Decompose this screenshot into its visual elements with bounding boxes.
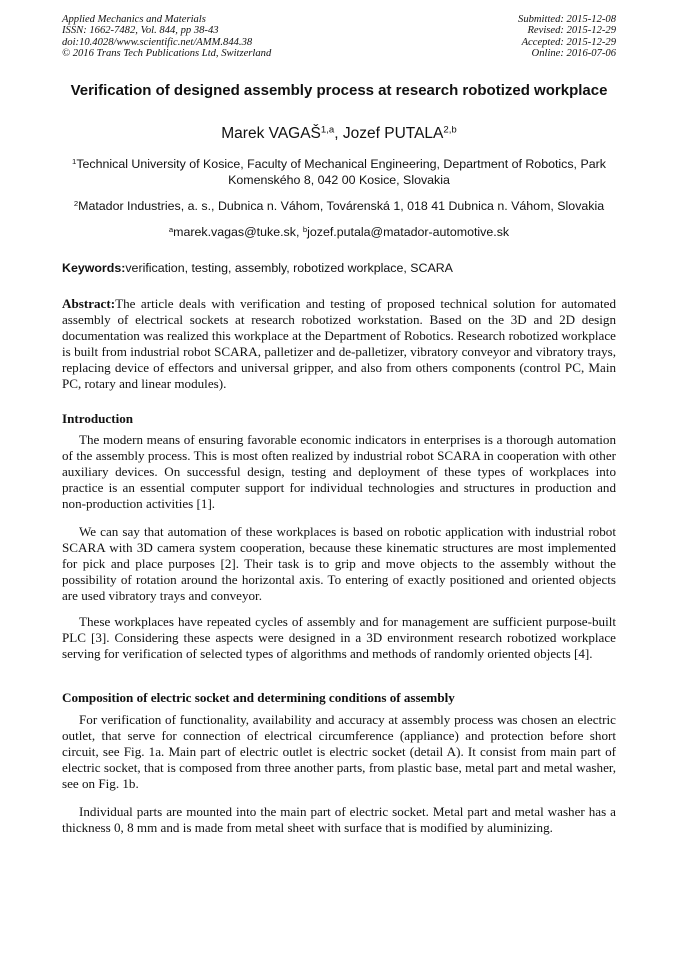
abstract-text: The article deals with verification and testing of proposed technical solution for automated assembly of electrical sockets at research robotized workstation. Based on the 3D and 2D design documentation was realized this workplace at the Department of Robotics. Research robotized workplace is built from industrial robot SCARA, palletizer and de-palletizer, vibratory conveyor and vibratory trays, replacing device of effectors and universal gripper, and also from others components (control PC, Main PC, rotary and linear modules). [62,296,616,391]
journal-issn: ISSN: 1662-7482, Vol. 844, pp 38-43 [62,25,219,37]
date-online: Online: 2016-07-06 [531,48,616,60]
keywords-label: Keywords: [62,261,126,275]
email-address: marek.vagas@tuke.sk [173,225,296,239]
abstract-label: Abstract: [62,296,116,311]
author-name: Jozef PUTALA [342,125,444,142]
paragraph: For verification of functionality, availability and accuracy at assembly process was chosen an electric outlet, that serve for connection of electrical circumference (appliance) and protection before short circuit, see Fig. 1a. Main part of electric outlet is electric socket (detail A). It consist from main part of electric socket, that is composed from three another parts, from plastic base, metal part and metal washer, see on Fig. 1b. [62,712,616,791]
author-emails [62,224,616,240]
affiliation-text: Matador Industries, a. s., Dubnica n. Váhom, Továrenská 1, 018 41 Dubnica n. Váhom, Slovakia [78,199,605,213]
journal-info [62,14,271,60]
affiliation-marker: 1 [72,156,77,166]
abstract [62,296,616,392]
journal-doi: doi:10.4028/www.scientific.net/AMM.844.38 [62,36,253,48]
paper-title: Verification of designed assembly process at research robotized workplace [70,82,608,99]
journal-copyright: © 2016 Trans Tech Publications Ltd, Switzerland [62,48,272,60]
email-marker: b [302,224,308,234]
affiliation-2 [62,198,616,214]
date-revised: Revised: 2015-12-29 [527,25,616,37]
date-accepted: Accepted: 2015-12-29 [521,36,616,48]
email-separator: , [295,225,303,239]
section-heading: Composition of electric socket and determining conditions of assembly [62,690,455,705]
affiliation-1 [62,156,616,188]
paragraph: The modern means of ensuring favorable economic indicators in enterprises is a thorough automation of the assembly process. This is most often realized by industrial robot SCARA in cooperation with other auxiliary devices. On successful design, testing and deployment of these types of workplaces into practice is an essential computer support for individual technologies and structures in production and non-production activities [1]. [62,432,616,511]
section-heading: Introduction [62,411,134,426]
author-superscript: 1,a [320,124,335,136]
email-address: jozef.putala@matador-automotive.sk [307,225,510,239]
affiliation-text: Technical University of Kosice, Faculty of Mechanical Engineering, Department of Robotics, Park Komenského 8, 042 00 Kosice, Slovakia [76,157,606,187]
author-list [62,124,616,144]
author-name: Marek VAGAŠ [221,125,321,142]
email-marker: a [168,224,174,234]
affiliation-marker: 2 [73,198,79,208]
paragraph: We can say that automation of these workplaces is based on robotic application with industrial robot SCARA with 3D camera system cooperation, because these kinematic structures are most implemented for pick and place purposes [2]. Their task is to grip and move objects to the assembly without the possibility of rotation around the horizontal axis. To entering of exactly positioned and oriented objects are used vibratory trays and conveyor. [62,524,616,603]
journal-name: Applied Mechanics and Materials [62,14,206,25]
keywords-line [62,260,616,276]
date-submitted: Submitted: 2015-12-08 [518,14,616,25]
keywords-text: verification, testing, assembly, robotized workplace, SCARA [125,261,453,275]
author-separator: , [334,125,343,142]
paragraph: These workplaces have repeated cycles of assembly and for management are sufficient purpose-built PLC [3]. Considering these aspects were designed in a 3D environment research robotized workplace serving for verification of selected types of algorithms and methods of randomly oriented objects [4]. [62,614,616,661]
submission-dates [518,14,616,60]
paragraph: Individual parts are mounted into the main part of electric socket. Metal part and metal washer has a thickness 0, 8 mm and is made from metal sheet with surface that is modified by aluminizing. [62,804,616,835]
author-superscript: 2,b [443,124,457,136]
